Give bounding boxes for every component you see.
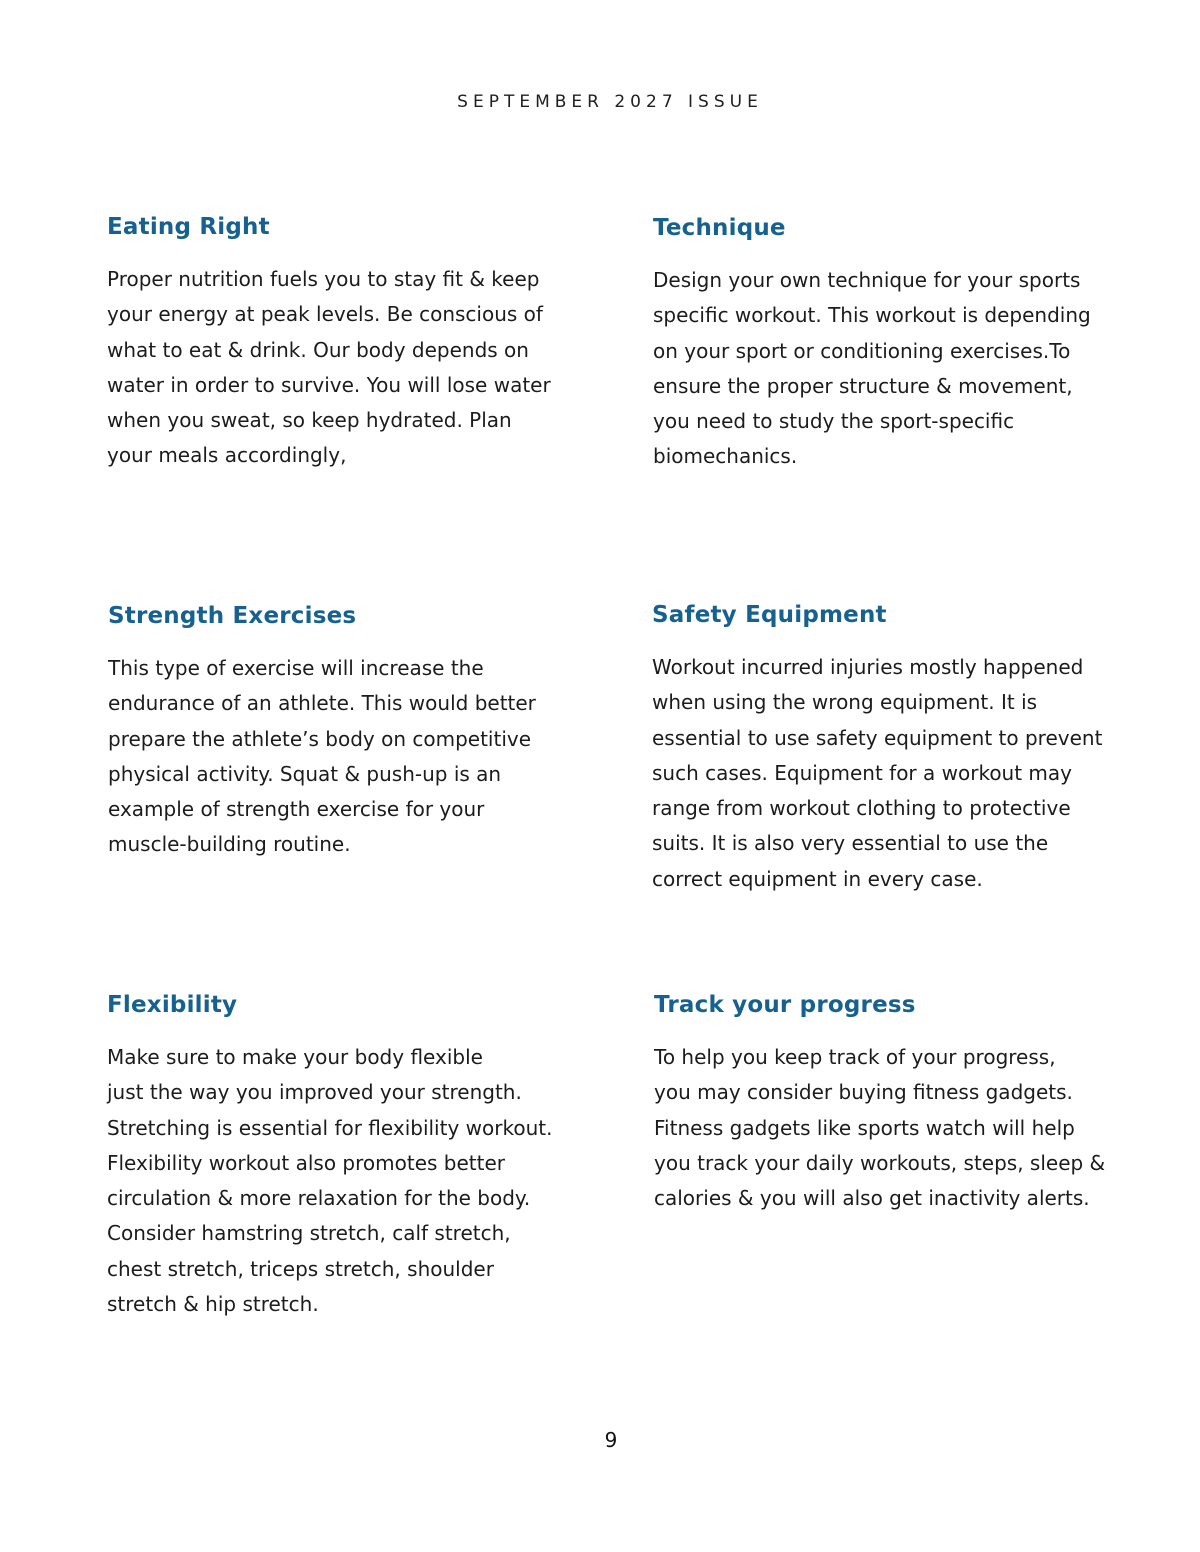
section-strength-exercises: [108, 603, 588, 863]
page-number: 9: [604, 1428, 618, 1452]
section-title: Safety Equipment: [652, 602, 887, 628]
section-body: Make sure to make your body flexible just the way you improved your strength. Stretching is essential for flexibility workout. Flexibility workout also promotes better circulation & more relaxation for the body. Consider hamstring stretch, calf stretch, chest stretch, triceps stretch, shoulder stretch & hip stretch.: [107, 1045, 553, 1317]
issue-header: SEPTEMBER 2027 ISSUE: [457, 92, 763, 112]
section-technique: [653, 215, 1133, 475]
section-body: Design your own technique for your sports specific workout. This workout is depending on your sport or conditioning exercises.To ensure the proper structure & movement, you need to study the sport-specific biomechanics.: [653, 268, 1091, 469]
section-title: Strength Exercises: [108, 603, 357, 629]
section-body: Workout incurred injuries mostly happened when using the wrong equipment. It is essential to use safety equipment to prevent such cases. Equipment for a workout may range from workout clothing to protective suits. It is also very essential to use the correct equipment in every case.: [652, 655, 1103, 891]
section-title: Flexibility: [107, 992, 238, 1018]
section-title: Eating Right: [107, 214, 270, 240]
section-safety-equipment: [652, 602, 1132, 897]
section-body: This type of exercise will increase the endurance of an athlete. This would better prepare the athlete’s body on competitive physical activity. Squat & push-up is an example of strength exercise for your muscle-building routine.: [108, 656, 536, 857]
section-title: Track your progress: [654, 992, 916, 1018]
section-body: To help you keep track of your progress, you may consider buying fitness gadgets. Fitness gadgets like sports watch will help you track your daily workouts, steps, sleep & calories & you will also get inactivity alerts.: [654, 1045, 1106, 1211]
section-title: Technique: [653, 215, 786, 241]
section-eating-right: [107, 214, 587, 474]
section-flexibility: [107, 992, 587, 1322]
section-track-progress: [654, 992, 1134, 1216]
section-body: Proper nutrition fuels you to stay fit & keep your energy at peak levels. Be conscious of what to eat & drink. Our body depends on water in order to survive. You will lose water when you sweat, so keep hydrated. Plan your meals accordingly,: [107, 267, 551, 468]
